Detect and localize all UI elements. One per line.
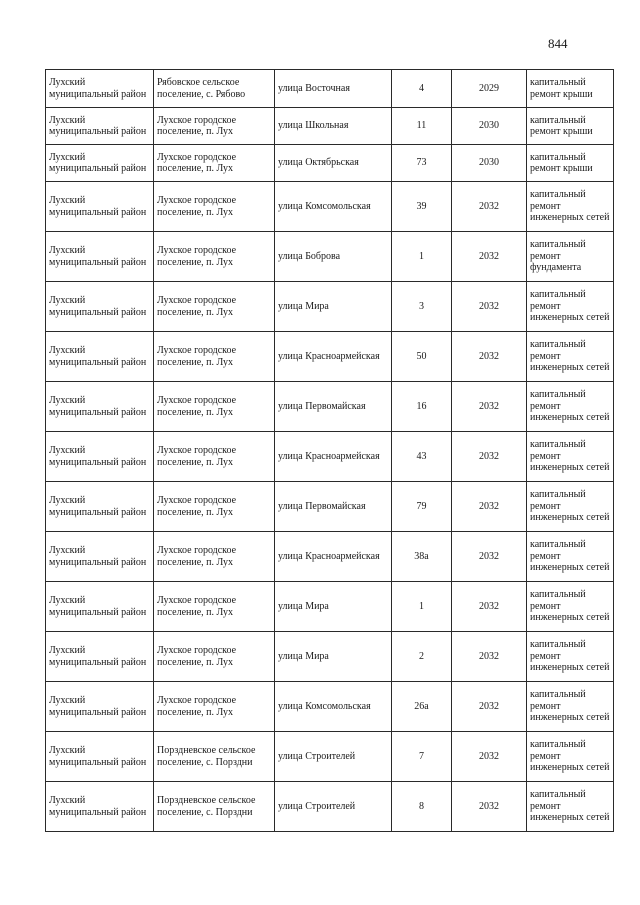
house-number-cell: 1 — [392, 232, 452, 282]
table-row — [46, 232, 614, 282]
settlement-cell: Лухское городское поселение, п. Лух — [154, 432, 275, 482]
work-type-cell: капитальный ремонт инженерных сетей — [527, 632, 614, 682]
street-cell: улица Мира — [275, 282, 392, 332]
house-number-cell: 26а — [392, 682, 452, 732]
district-cell: Лухский муниципальный район — [46, 432, 154, 482]
year-cell: 2032 — [452, 432, 527, 482]
table-row — [46, 432, 614, 482]
street-cell: улица Октябрьская — [275, 145, 392, 182]
district-cell: Лухский муниципальный район — [46, 482, 154, 532]
house-number-cell: 1 — [392, 582, 452, 632]
settlement-cell: Порздневское сельское поселение, с. Порздни — [154, 782, 275, 832]
house-number-cell: 2 — [392, 632, 452, 682]
work-type-cell: капитальный ремонт инженерных сетей — [527, 682, 614, 732]
table-row — [46, 632, 614, 682]
house-number-cell: 8 — [392, 782, 452, 832]
year-cell: 2032 — [452, 782, 527, 832]
work-type-cell: капитальный ремонт инженерных сетей — [527, 332, 614, 382]
street-cell: улица Красноармейская — [275, 432, 392, 482]
table-row — [46, 382, 614, 432]
page-number: 844 — [548, 36, 568, 51]
work-type-cell: капитальный ремонт инженерных сетей — [527, 182, 614, 232]
district-cell: Лухский муниципальный район — [46, 382, 154, 432]
year-cell: 2029 — [452, 70, 527, 108]
year-cell: 2030 — [452, 145, 527, 182]
street-cell: улица Боброва — [275, 232, 392, 282]
house-number-cell: 7 — [392, 732, 452, 782]
year-cell: 2032 — [452, 232, 527, 282]
street-cell: улица Восточная — [275, 70, 392, 108]
year-cell: 2032 — [452, 482, 527, 532]
work-type-cell: капитальный ремонт инженерных сетей — [527, 532, 614, 582]
year-cell: 2032 — [452, 582, 527, 632]
work-type-cell: капитальный ремонт инженерных сетей — [527, 432, 614, 482]
table-row — [46, 282, 614, 332]
district-cell: Лухский муниципальный район — [46, 232, 154, 282]
house-number-cell: 43 — [392, 432, 452, 482]
house-number-cell: 79 — [392, 482, 452, 532]
work-type-cell: капитальный ремонт крыши — [527, 108, 614, 145]
work-type-cell: капитальный ремонт инженерных сетей — [527, 482, 614, 532]
table-row — [46, 582, 614, 632]
house-number-cell: 3 — [392, 282, 452, 332]
table-row — [46, 70, 614, 108]
work-type-cell: капитальный ремонт инженерных сетей — [527, 732, 614, 782]
settlement-cell: Лухское городское поселение, п. Лух — [154, 232, 275, 282]
repair-schedule-table — [45, 69, 614, 832]
settlement-cell: Лухское городское поселение, п. Лух — [154, 682, 275, 732]
district-cell: Лухский муниципальный район — [46, 70, 154, 108]
year-cell: 2032 — [452, 532, 527, 582]
settlement-cell: Лухское городское поселение, п. Лух — [154, 145, 275, 182]
work-type-cell: капитальный ремонт инженерных сетей — [527, 582, 614, 632]
table-row — [46, 732, 614, 782]
street-cell: улица Мира — [275, 632, 392, 682]
settlement-cell: Лухское городское поселение, п. Лух — [154, 532, 275, 582]
year-cell: 2032 — [452, 332, 527, 382]
year-cell: 2032 — [452, 182, 527, 232]
settlement-cell: Лухское городское поселение, п. Лух — [154, 332, 275, 382]
work-type-cell: капитальный ремонт инженерных сетей — [527, 782, 614, 832]
table-row — [46, 682, 614, 732]
house-number-cell: 4 — [392, 70, 452, 108]
house-number-cell: 50 — [392, 332, 452, 382]
table-row — [46, 332, 614, 382]
district-cell: Лухский муниципальный район — [46, 632, 154, 682]
settlement-cell: Лухское городское поселение, п. Лух — [154, 632, 275, 682]
street-cell: улица Первомайская — [275, 382, 392, 432]
settlement-cell: Лухское городское поселение, п. Лух — [154, 482, 275, 532]
work-type-cell: капитальный ремонт инженерных сетей — [527, 382, 614, 432]
house-number-cell: 38а — [392, 532, 452, 582]
street-cell: улица Комсомольская — [275, 182, 392, 232]
house-number-cell: 39 — [392, 182, 452, 232]
district-cell: Лухский муниципальный район — [46, 582, 154, 632]
table-row — [46, 182, 614, 232]
district-cell: Лухский муниципальный район — [46, 108, 154, 145]
street-cell: улица Строителей — [275, 782, 392, 832]
street-cell: улица Строителей — [275, 732, 392, 782]
house-number-cell: 16 — [392, 382, 452, 432]
district-cell: Лухский муниципальный район — [46, 282, 154, 332]
year-cell: 2032 — [452, 282, 527, 332]
district-cell: Лухский муниципальный район — [46, 332, 154, 382]
settlement-cell: Порздневское сельское поселение, с. Порздни — [154, 732, 275, 782]
work-type-cell: капитальный ремонт инженерных сетей — [527, 282, 614, 332]
settlement-cell: Лухское городское поселение, п. Лух — [154, 108, 275, 145]
year-cell: 2032 — [452, 732, 527, 782]
work-type-cell: капитальный ремонт крыши — [527, 70, 614, 108]
district-cell: Лухский муниципальный район — [46, 782, 154, 832]
settlement-cell: Рябовское сельское поселение, с. Рябово — [154, 70, 275, 108]
year-cell: 2032 — [452, 682, 527, 732]
settlement-cell: Лухское городское поселение, п. Лух — [154, 282, 275, 332]
street-cell: улица Комсомольская — [275, 682, 392, 732]
district-cell: Лухский муниципальный район — [46, 732, 154, 782]
table-row — [46, 145, 614, 182]
table-row — [46, 782, 614, 832]
year-cell: 2030 — [452, 108, 527, 145]
district-cell: Лухский муниципальный район — [46, 145, 154, 182]
street-cell: улица Первомайская — [275, 482, 392, 532]
settlement-cell: Лухское городское поселение, п. Лух — [154, 182, 275, 232]
table-row — [46, 532, 614, 582]
settlement-cell: Лухское городское поселение, п. Лух — [154, 582, 275, 632]
house-number-cell: 73 — [392, 145, 452, 182]
table-row — [46, 108, 614, 145]
work-type-cell: капитальный ремонт крыши — [527, 145, 614, 182]
year-cell: 2032 — [452, 382, 527, 432]
work-type-cell: капитальный ремонт фундамента — [527, 232, 614, 282]
district-cell: Лухский муниципальный район — [46, 682, 154, 732]
district-cell: Лухский муниципальный район — [46, 182, 154, 232]
street-cell: улица Красноармейская — [275, 532, 392, 582]
street-cell: улица Мира — [275, 582, 392, 632]
settlement-cell: Лухское городское поселение, п. Лух — [154, 382, 275, 432]
table-row — [46, 482, 614, 532]
house-number-cell: 11 — [392, 108, 452, 145]
district-cell: Лухский муниципальный район — [46, 532, 154, 582]
street-cell: улица Школьная — [275, 108, 392, 145]
street-cell: улица Красноармейская — [275, 332, 392, 382]
year-cell: 2032 — [452, 632, 527, 682]
